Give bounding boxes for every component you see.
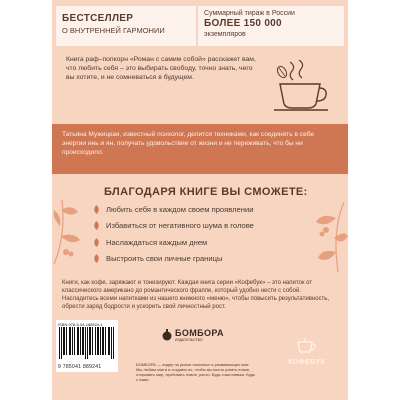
barcode-bars-icon [58, 327, 116, 359]
bestseller-label: БЕСТСЕЛЛЕР [62, 13, 134, 24]
coffee-branch-left-icon [52, 196, 86, 266]
benefit-item [92, 251, 302, 268]
series-paragraph-1: Книги, как кофе, заряжают и тонизируют. Каждая книга серии «Кофебук» – это напиток от классического американо до романтического фраппе, который удобно нести с собой. [62, 280, 313, 294]
bomb-icon [162, 329, 172, 341]
benefits-heading: БЛАГОДАРЯ КНИГЕ ВЫ СМОЖЕТЕ: [104, 186, 308, 198]
series-name: КОФЕБУК [288, 359, 326, 366]
bestseller-badge [56, 6, 196, 46]
book-back-cover [52, 0, 348, 400]
series-logo [288, 338, 325, 366]
leaf-bullet-icon [92, 238, 101, 247]
coffee-branch-right-icon [304, 200, 348, 274]
publisher-logo [162, 328, 224, 342]
bestseller-subtitle: О ВНУТРЕННЕЙ ГАРМОНИИ [62, 26, 165, 35]
benefits-list [92, 201, 302, 267]
author-band [52, 124, 348, 174]
coffee-cup-icon [268, 60, 334, 114]
leaf-bullet-icon [92, 254, 101, 263]
benefit-item [92, 218, 302, 235]
circulation-badge [198, 6, 344, 46]
barcode [56, 320, 118, 372]
benefit-item [92, 201, 302, 218]
circulation-number: БОЛЕЕ 150 000 [204, 18, 282, 29]
benefit-item [92, 234, 302, 251]
series-paragraph-2: Насладитесь всеми напитками из нашего книжного «меню», чтобы повысить результативность, обрести заряд бодрости и ускорить свой личностный рост. [62, 296, 330, 310]
benefit-text: Наслаждаться каждым днем [106, 237, 208, 247]
benefit-text: Выстроить свои личные границы [106, 254, 223, 264]
benefit-text: Избавиться от негативного шума в голове [106, 221, 254, 231]
series-description [62, 279, 340, 311]
publisher-tagline: БОМБОРА — лидер на рынке полезных и развивающих книг. Мы любим книги и создаем их, чтобы вы могли узнать новое, открывать мир, пробовать новое, расти. Будь счастливым. Будь с нами. [136, 362, 256, 382]
circulation-caption: Суммарный тираж в России [204, 10, 295, 17]
publisher-subtitle: ИЗДАТЕЛЬСТВО [175, 338, 203, 342]
isbn-text: ISBN 978-5-04-188924-1 [58, 322, 103, 327]
coffee-cup-logo-icon [296, 338, 318, 354]
circulation-unit: экземпляров [204, 31, 246, 38]
publisher-name: БОМБОРА [175, 328, 224, 338]
benefit-text: Любить себя в каждом своем проявлении [106, 204, 254, 214]
intro-paragraph: Книга раф–попкорн «Роман с самим собой» расскажет вам, что любить себя – это выбирать свободу, точно знать, чего вы хотите, и не сомневаться в будущем. [66, 56, 256, 81]
leaf-bullet-icon [92, 205, 101, 214]
barcode-number: 9 785041 889241 [58, 364, 102, 370]
leaf-bullet-icon [92, 221, 101, 230]
badge-row [56, 6, 344, 46]
author-paragraph: Татьяна Мужицкая, известный психолог, делится техниками, как соединять в себе энергии инь и ян, получать удовольствие от жизни и не переживать, что бы ни происходило. [62, 131, 315, 156]
